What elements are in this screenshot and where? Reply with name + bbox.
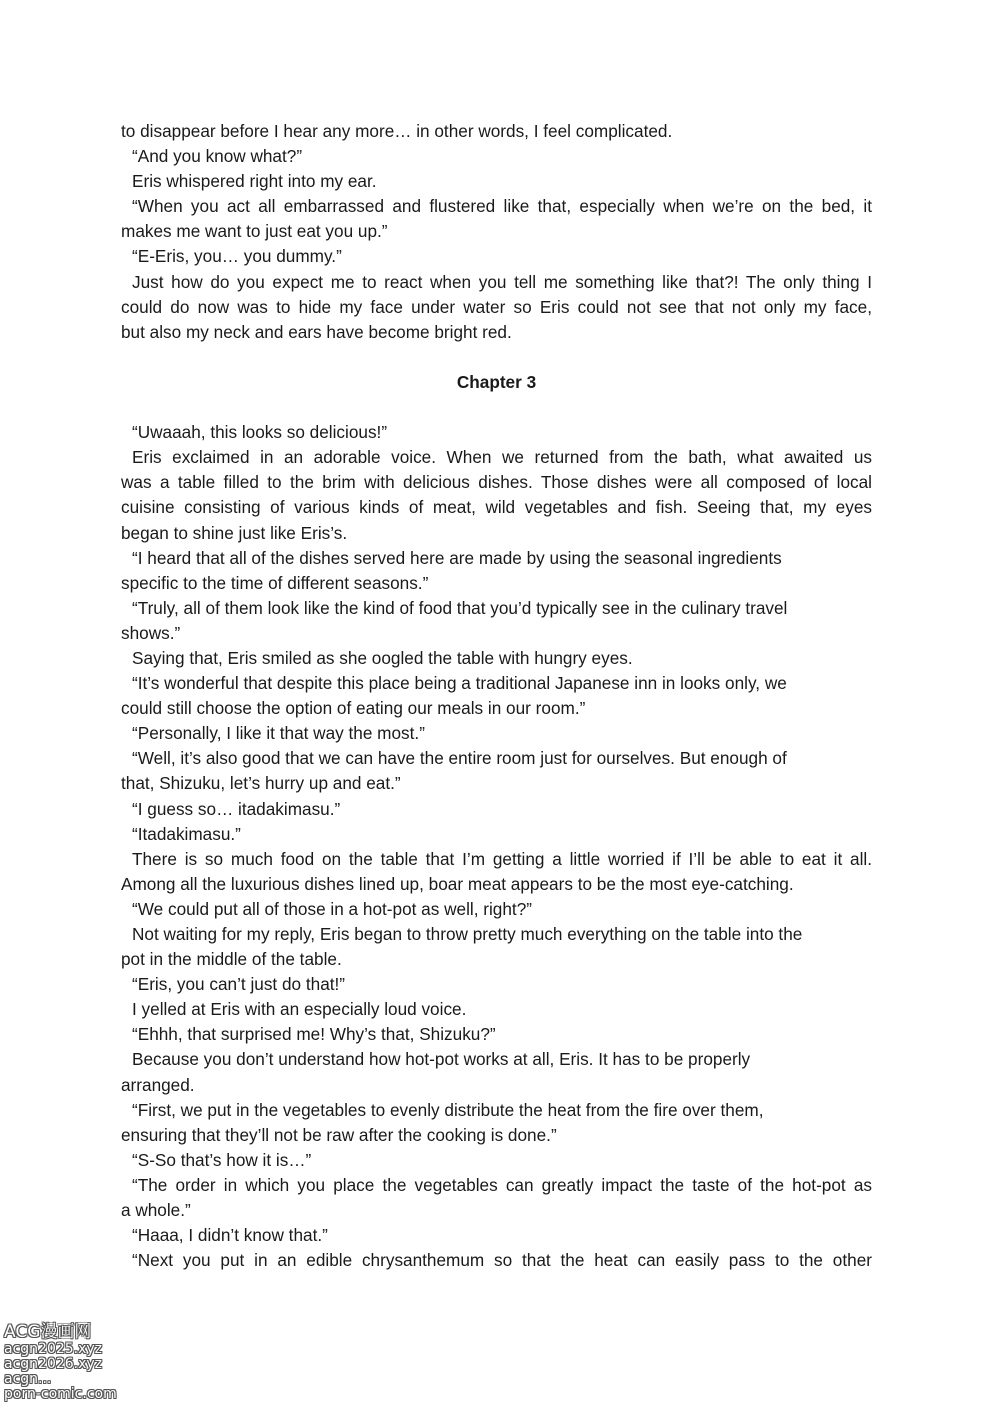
text-line: “I heard that all of the dishes served here are made by using the seasonal ingredients: [132, 547, 782, 568]
text-block-after-chapter: [121, 420, 872, 1273]
watermark-line: acgn2026.xyz: [4, 1356, 103, 1372]
text-line: “Eris, you can’t just do that!”: [132, 974, 346, 995]
text-line: Saying that, Eris smiled as she oogled the table with hungry eyes.: [132, 647, 633, 668]
watermark-line: acgn2025.xyz: [4, 1341, 103, 1357]
document-page: [121, 119, 872, 1273]
text-line: “Truly, all of them look like the kind of food that you’d typically see in the culinary travel: [132, 597, 788, 618]
text-line: “Haaa, I didn’t know that.”: [132, 1225, 328, 1246]
text-line: began to shine just like Eris’s.: [121, 522, 348, 543]
text-line: ensuring that they’ll not be raw after the cooking is done.”: [121, 1124, 557, 1145]
text-line: shows.”: [121, 622, 181, 643]
watermark-line: ACG漫画网: [4, 1322, 92, 1342]
text-line: “Personally, I like it that way the most.”: [132, 723, 425, 744]
text-line: “Ehhh, that surprised me! Why’s that, Shizuku?”: [132, 1024, 496, 1045]
text-line: was a table filled to the brim with delicious dishes. Those dishes were all composed of local: [121, 472, 872, 493]
text-line: arranged.: [121, 1074, 195, 1095]
text-line: specific to the time of different seasons.”: [121, 572, 429, 593]
text-line: “The order in which you place the vegetables can greatly impact the taste of the hot-pot as: [132, 1174, 872, 1195]
text-line: Eris exclaimed in an adorable voice. When we returned from the bath, what awaited us: [132, 447, 872, 468]
text-line: to disappear before I hear any more… in other words, I feel complicated.: [121, 121, 673, 141]
text-line: could still choose the option of eating our meals in our room.”: [121, 698, 586, 719]
text-line: pot in the middle of the table.: [121, 949, 342, 970]
text-line: “S-So that’s how it is…”: [132, 1149, 312, 1170]
text-line: “Next you put in an edible chrysanthemum so that the heat can easily pass to the other: [132, 1250, 872, 1271]
text-line: but also my neck and ears have become bright red.: [121, 321, 512, 342]
chapter-title: Chapter 3: [456, 371, 537, 392]
text-line: Because you don’t understand how hot-pot works at all, Eris. It has to be properly: [132, 1049, 751, 1070]
text-line: “Uwaaah, this looks so delicious!”: [132, 422, 388, 443]
watermark-logo: [4, 1323, 134, 1402]
text-line: There is so much food on the table that I’m getting a little worried if I’ll be able to eat it all.: [132, 848, 872, 869]
text-line: “First, we put in the vegetables to evenly distribute the heat from the fire over them,: [132, 1099, 764, 1120]
text-line: makes me want to just eat you up.”: [121, 221, 388, 242]
text-line: “It’s wonderful that despite this place being a traditional Japanese inn in looks only, we: [132, 673, 787, 694]
text-line: a whole.”: [121, 1200, 191, 1221]
text-line: that, Shizuku, let’s hurry up and eat.”: [121, 773, 401, 794]
text-line: Just how do you expect me to react when you tell me something like that?! The only thing I: [132, 271, 872, 292]
text-line: I yelled at Eris with an especially loud voice.: [132, 999, 467, 1020]
text-line: “Well, it’s also good that we can have the entire room just for ourselves. But enough of: [132, 748, 787, 769]
watermark-line: acgn...: [4, 1371, 52, 1387]
text-line: Among all the luxurious dishes lined up, boar meat appears to be the most eye-catching.: [121, 873, 794, 894]
text-line: “I guess so… itadakimasu.”: [132, 798, 341, 819]
text-line: could do now was to hide my face under water so Eris could not see that not only my face,: [121, 296, 872, 317]
text-block-before-chapter: [121, 119, 872, 345]
text-line: “When you act all embarrassed and flustered like that, especially when we’re on the bed, it: [132, 196, 872, 217]
text-line: “And you know what?”: [132, 146, 303, 167]
text-line: “Itadakimasu.”: [132, 823, 241, 844]
text-line: Eris whispered right into my ear.: [132, 171, 377, 192]
spacer: [121, 345, 872, 370]
text-line: “E-Eris, you… you dummy.”: [132, 246, 342, 267]
text-line: Not waiting for my reply, Eris began to throw pretty much everything on the table into the: [132, 924, 803, 944]
watermark-line: porn-comic.com: [4, 1386, 117, 1402]
text-line: cuisine consisting of various kinds of meat, wild vegetables and fish. Seeing that, my eyes: [121, 497, 872, 518]
text-line: “We could put all of those in a hot-pot as well, right?”: [132, 898, 532, 919]
spacer: [121, 395, 872, 420]
